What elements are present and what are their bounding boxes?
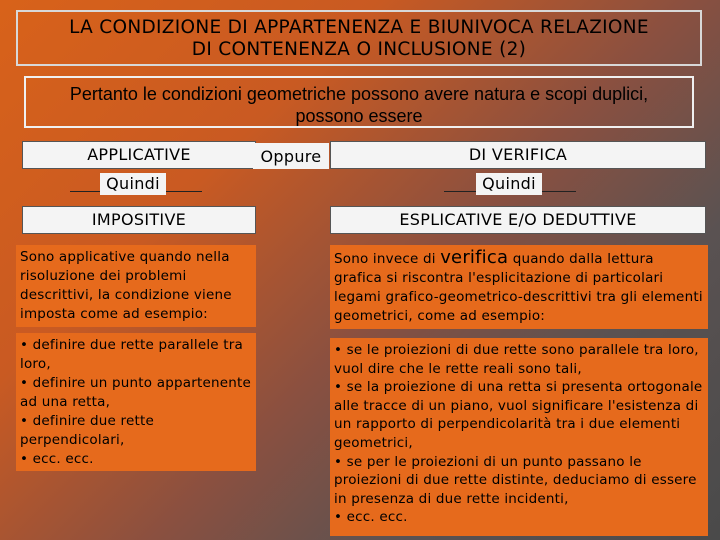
quindi-left-label: Quindi xyxy=(100,173,166,195)
left-example-item: • definire due rette perpendicolari, xyxy=(20,413,154,448)
intro-line-2: possono essere xyxy=(295,106,423,126)
title-line-2: DI CONTENENZA O INCLUSIONE (2) xyxy=(191,39,527,60)
oppure-label: Oppure xyxy=(253,143,329,169)
right-example-item: • se per le proiezioni di un punto passano le proiezioni di due rette distinte, deduciamo di essere in presenza di due rette incidenti, xyxy=(334,453,697,507)
left-example-item: • definire un punto appartenente ad una retta, xyxy=(20,375,251,410)
quindi-right-label: Quindi xyxy=(476,173,542,195)
esplicative-label: ESPLICATIVE E/O DEDUTTIVE xyxy=(330,206,706,234)
impositive-label: IMPOSITIVE xyxy=(22,206,256,234)
right-desc-highlight: verifica xyxy=(440,247,509,268)
right-example-item: • ecc. ecc. xyxy=(334,509,408,526)
left-examples xyxy=(16,333,256,471)
di-verifica-label: DI VERIFICA xyxy=(330,141,706,169)
intro-line-1: Pertanto le condizioni geometriche possono avere natura e scopi duplici, xyxy=(69,84,649,104)
title-line-1: LA CONDIZIONE DI APPARTENENZA E BIUNIVOCA RELAZIONE xyxy=(69,17,649,38)
page-title xyxy=(16,10,702,66)
left-description-text: Sono applicative quando nella risoluzione dei problemi descrittivi, la condizione viene imposta come ad esempio: xyxy=(20,249,232,322)
applicative-label: APPLICATIVE xyxy=(22,141,256,169)
right-desc-pre: Sono invece di xyxy=(334,251,436,267)
intro-box xyxy=(24,76,694,128)
left-description xyxy=(16,245,256,327)
right-description xyxy=(330,245,708,329)
right-example-item: • se le proiezioni di due rette sono parallele tra loro, vuol dire che le rette reali sono tali, xyxy=(334,342,699,377)
right-examples xyxy=(330,338,708,536)
right-desc-post: quando dalla lettura grafica si riscontra l'esplicitazione di particolari legami grafico-geometrico-descrittivi tra gli elementi geometrici, come ad esempio: xyxy=(334,251,703,324)
left-example-item: • ecc. ecc. xyxy=(20,451,94,467)
left-example-item: • definire due rette parallele tra loro, xyxy=(20,337,243,372)
right-example-item: • se la proiezione di una retta si presenta ortogonale alle tracce di un piano, vuol significare l'esistenza di un rapporto di perpendicolarità tra i due elementi geometrici, xyxy=(334,379,703,451)
